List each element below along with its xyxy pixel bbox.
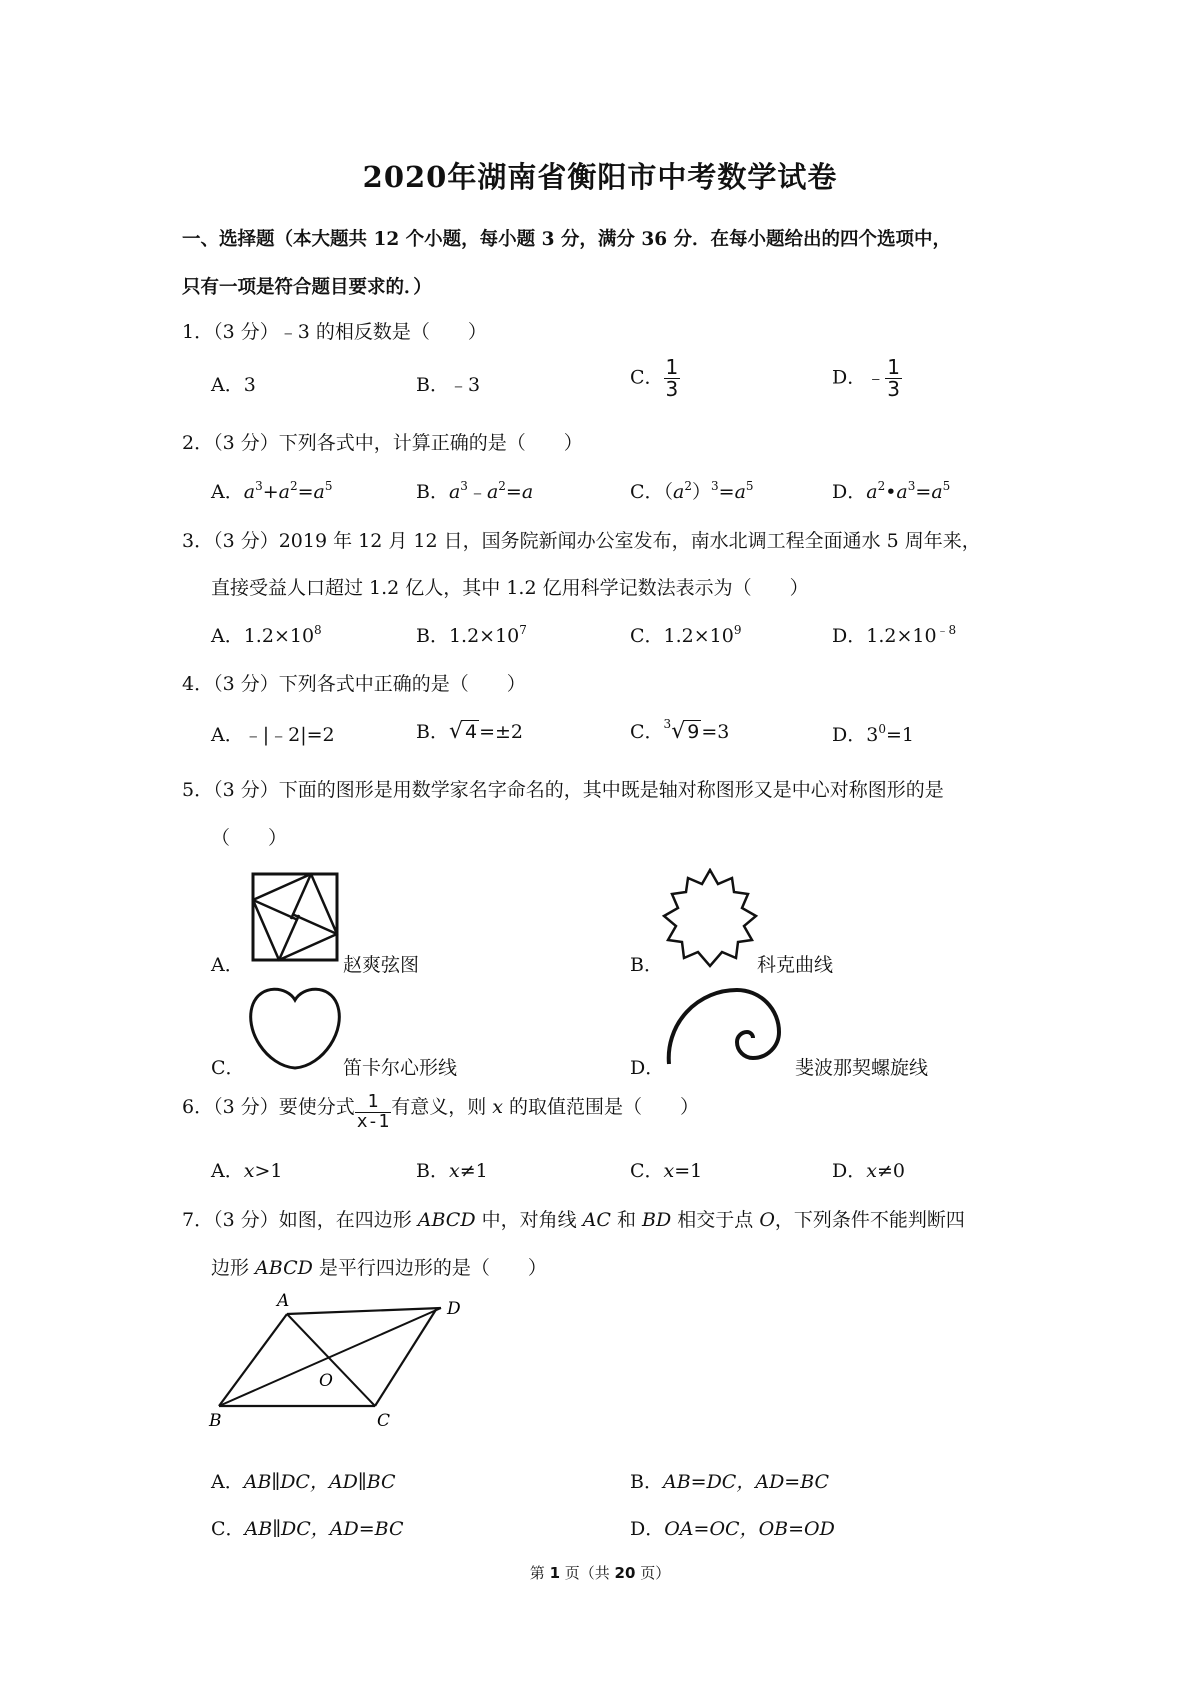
option-label: C．	[211, 1518, 245, 1540]
q7-stem-math: ABCD	[417, 1209, 476, 1231]
option-text: ≠0	[876, 1160, 905, 1182]
q1-stem: 1．（3 分）﹣3 的相反数是（ ）	[182, 321, 487, 343]
q1-option-d-label: D．﹣	[832, 366, 886, 389]
zhaoshuang-diagram-icon	[251, 872, 341, 964]
variable: x	[663, 1160, 675, 1182]
q5-option-d-caption: 斐波那契螺旋线	[795, 1057, 929, 1079]
exponent: ﹣8	[936, 623, 957, 637]
option-text: D．3	[832, 724, 879, 746]
q1-option-a: A．3	[211, 374, 256, 396]
vertex-label-a: A	[277, 1291, 290, 1311]
q6-fraction	[355, 1093, 392, 1132]
q2-stem: 2．（3 分）下列各式中，计算正确的是（ ）	[182, 432, 583, 454]
q7-option-d	[630, 1514, 835, 1541]
q2-option-b: B．$a^3﹣a^2=a$	[416, 479, 534, 503]
q7-stem-line2	[211, 1253, 547, 1280]
q7-stem-math: ABCD	[255, 1257, 313, 1279]
option-label: A．	[211, 1471, 244, 1493]
footer-text: 第	[529, 1564, 550, 1582]
q2-option-c: C．$(a^2)^3=a^5$	[630, 479, 754, 503]
q4-option-d	[832, 720, 914, 747]
parallelogram-figure	[205, 1290, 475, 1430]
q6-option-b	[416, 1156, 488, 1183]
q6-option-c	[630, 1156, 702, 1183]
q2-option-d: D．$a^2•a^3=a^5$	[832, 479, 951, 503]
q7-stem-math: AC	[582, 1209, 611, 1231]
footer-text: 页（共	[560, 1564, 615, 1582]
exponent: 0	[878, 722, 886, 736]
radicand: 4	[465, 721, 478, 743]
root-index: 3	[663, 717, 672, 731]
q7-stem-text: ，下列条件不能判断四	[774, 1209, 965, 1231]
q4-stem: 4．（3 分）下列各式中正确的是（ ）	[182, 673, 526, 695]
q6-option-d	[832, 1156, 905, 1183]
q5-option-d-label: D．	[630, 1057, 665, 1079]
option-text: B．1.2×10	[416, 625, 520, 647]
q1-option-c-label: C．	[630, 366, 664, 389]
fraction-numerator: 1	[887, 355, 900, 379]
fraction-denominator: 3	[887, 377, 900, 401]
page-number: 1	[549, 1564, 560, 1582]
q7-stem-math: BD	[642, 1209, 672, 1231]
option-text: AB=DC，AD=BC	[662, 1471, 830, 1493]
q5-option-b-label: B．	[630, 954, 663, 976]
option-label: C．	[630, 721, 664, 743]
q6-stem	[182, 1092, 699, 1132]
option-text: D．1.2×10	[832, 625, 937, 647]
option-label: A．	[211, 481, 244, 503]
cardioid-icon	[247, 982, 343, 1072]
q1-option-c-fraction	[664, 357, 681, 400]
option-text: C．1.2×10	[630, 625, 734, 647]
option-text: =1	[674, 1160, 703, 1182]
q1-option-d	[832, 357, 902, 400]
q7-stem-line1	[182, 1205, 965, 1232]
exam-title: 2020年湖南省衡阳市中考数学试卷	[362, 160, 838, 194]
option-text: =±2	[479, 721, 524, 743]
q1-option-d-fraction	[885, 357, 902, 400]
fraction-numerator: 1	[355, 1093, 392, 1113]
q7-stem-text: 边形	[211, 1257, 256, 1279]
q3-option-c	[630, 621, 742, 648]
q4-option-c	[630, 717, 729, 744]
option-text: =1	[885, 724, 914, 746]
variable: x	[243, 1160, 255, 1182]
q3-option-a	[211, 621, 322, 648]
q5-stem-line2: （ ）	[211, 827, 288, 849]
option-text: AB∥DC，AD∥BC	[243, 1471, 396, 1493]
option-label: B．	[416, 481, 449, 503]
q7-stem-text: 7．（3 分）如图，在四边形	[182, 1209, 418, 1231]
diagonal-ac	[287, 1314, 375, 1406]
q5-option-b-caption: 科克曲线	[757, 954, 834, 976]
option-text: A．1.2×10	[211, 625, 315, 647]
fraction-denominator: 3	[665, 377, 679, 401]
option-text: OA=OC，OB=OD	[664, 1518, 835, 1540]
section-header-line1: 一、选择题（本大题共 12 个小题，每小题 3 分，满分 36 分．在每小题给出的四个选项中，	[182, 229, 952, 250]
option-text: =3	[701, 721, 730, 743]
fraction-numerator: 1	[665, 355, 679, 379]
option-text: >1	[254, 1160, 283, 1182]
option-label: D．	[630, 1518, 665, 1540]
koch-snowflake-icon	[660, 868, 760, 968]
exponent: 8	[314, 623, 322, 637]
q6-stem-text: 6．（3 分）要使分式	[182, 1096, 355, 1118]
option-label: C．（	[630, 481, 674, 503]
q7-option-b	[630, 1467, 829, 1494]
sqrt-icon: √	[448, 719, 463, 744]
q6-option-a	[211, 1156, 282, 1183]
option-label: A．	[211, 1160, 244, 1182]
vertex-label-d: D	[447, 1299, 461, 1319]
exponent: 7	[519, 623, 527, 637]
q5-option-a-caption: 赵爽弦图	[343, 954, 420, 976]
option-label: B．	[416, 1160, 449, 1182]
q7-stem-text: 中，对角线	[475, 1209, 583, 1231]
section-header-line2: 只有一项是符合题目要求的．）	[182, 277, 432, 298]
q5-option-a-label: A．	[211, 954, 244, 976]
option-label: C．	[630, 1160, 664, 1182]
q3-stem-line2: 直接受益人口超过 1.2 亿人，其中 1.2 亿用科学记数法表示为（ ）	[211, 577, 809, 599]
option-text: AB∥DC，AD=BC	[244, 1518, 404, 1540]
q7-stem-text: 相交于点	[671, 1209, 760, 1231]
q7-stem-math: O	[759, 1209, 775, 1231]
exponent: 9	[733, 623, 742, 637]
q3-option-d	[832, 621, 956, 648]
fraction-denominator: x-1	[356, 1111, 390, 1132]
q3-stem-line1: 3．（3 分）2019 年 12 月 12 日，国务院新闻办公室发布，南水北调工程全面通水 5 周年来，	[182, 530, 981, 552]
side-ba	[219, 1314, 287, 1406]
q5-stem-line1: 5．（3 分）下面的图形是用数学家名字命名的，其中既是轴对称图形又是中心对称图形的是	[182, 779, 944, 801]
q7-stem-text: 和	[610, 1209, 643, 1231]
variable: x	[492, 1096, 503, 1118]
option-text: ≠1	[459, 1160, 488, 1182]
q7-option-c	[211, 1514, 404, 1541]
q6-stem-text: 有意义，则	[391, 1096, 493, 1118]
option-label: B．	[630, 1471, 663, 1493]
variable: x	[448, 1160, 460, 1182]
q4-option-b	[416, 717, 523, 744]
q7-stem-text: 是平行四边形的是（ ）	[312, 1257, 547, 1279]
q4-option-a: A．﹣|﹣2|=2	[211, 724, 335, 746]
footer-text: 页）	[635, 1564, 671, 1582]
side-ad	[287, 1308, 441, 1314]
option-label: B．	[416, 721, 449, 743]
radicand: 9	[687, 721, 700, 743]
sqrt-icon: √	[671, 719, 686, 744]
diagonal-bd	[219, 1308, 441, 1406]
option-label: D．	[832, 1160, 867, 1182]
fibonacci-spiral-icon	[665, 982, 795, 1066]
q5-option-c-label: C．	[211, 1057, 245, 1079]
page-footer	[0, 1562, 1200, 1583]
q2-option-a: A．$a^3+a^2=a^5$	[211, 479, 333, 503]
vertex-label-b: B	[209, 1411, 222, 1430]
variable: x	[866, 1160, 877, 1182]
vertex-label-c: C	[377, 1411, 391, 1430]
q7-option-a	[211, 1467, 396, 1494]
option-label: D．	[832, 481, 867, 503]
page-total: 20	[614, 1564, 636, 1582]
q1-option-c	[630, 357, 680, 400]
q3-option-b	[416, 621, 527, 648]
vertex-label-o: O	[319, 1371, 333, 1391]
q6-stem-text: 的取值范围是（ ）	[503, 1096, 700, 1118]
q5-option-c-caption: 笛卡尔心形线	[343, 1057, 458, 1079]
q1-option-b: B．﹣3	[416, 374, 481, 396]
